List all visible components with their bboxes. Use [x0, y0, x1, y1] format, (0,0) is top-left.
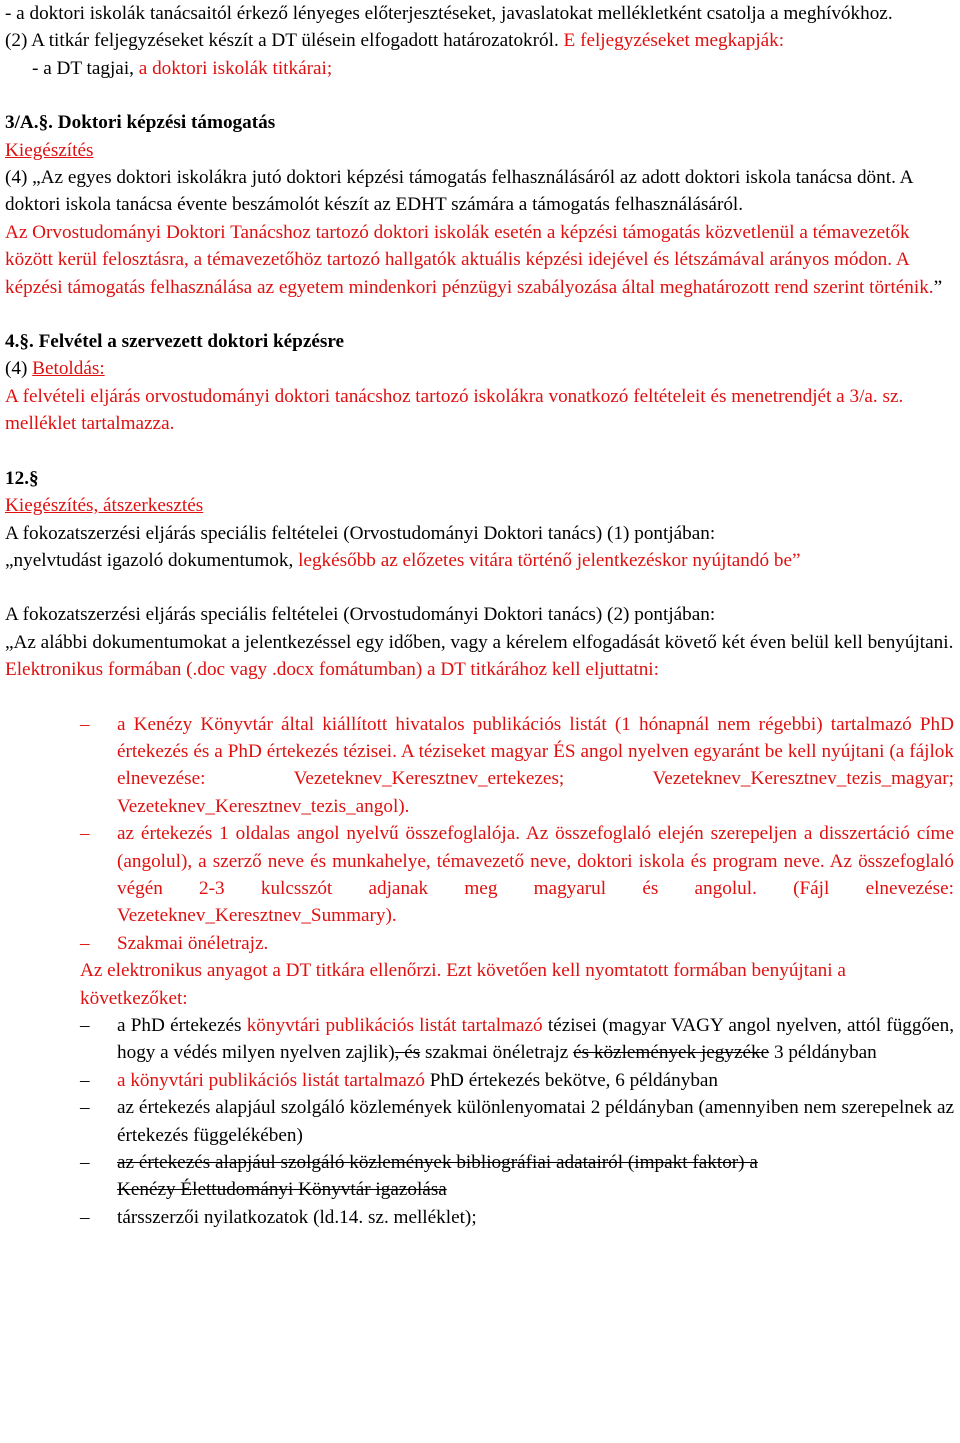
paragraph-attachments: - a doktori iskolák tanácsaitól érkező lényeges előterjesztéseket, javaslatokat mellékletként csatolja a meghívókhoz.: [5, 3, 893, 24]
list-item-deleted: – az értekezés alapjául szolgáló közlemények bibliográfiai adatairól (impakt faktor) a Kenézy Élettudományi Könyvtár igazolása: [5, 1149, 954, 1204]
printed-documents-list: [5, 1012, 954, 1231]
paragraph-conditions-2: A fokozatszerzési eljárás speciális feltételei (Orvostudományi Doktori tanács) (2) pontjában:: [5, 604, 716, 626]
text-black: (2) A titkár feljegyzéseket készít a DT ülésein elfogadott határozatokról.: [5, 30, 559, 52]
inserted-text: legkésőbb az előzetes vitára történő jelentkezéskor nyújtandó be”: [293, 549, 801, 571]
dash-item-recipients: [5, 55, 954, 82]
list-item: – az értekezés 1 oldalas angol nyelvű összefoglalója. Az összefoglaló elején szerepeljen a disszertáció címe (angolul), a szerző neve és munkahelye, témavezető neve, doktori iskola és program neve. Az összefoglaló végén 2-3 kulcsszót adjanak meg magyarul és angolul. (Fájl elnevezése: Vezeteknev_Keresztnev_Summary).: [5, 820, 954, 930]
paragraph-number: (4): [5, 358, 33, 380]
section-heading-3a: 3/A.§. Doktori képzési támogatás: [5, 112, 276, 134]
list-item: – Szakmai önéletrajz.: [5, 930, 954, 957]
paragraph-medical-council: [5, 219, 954, 301]
section-heading-12: 12.§: [5, 467, 39, 489]
dash-marker: -: [32, 57, 44, 79]
paragraph-support-4: (4) „Az egyes doktori iskolákra jutó doktori képzési támogatás felhasználásáról az adott doktori iskola tanácsa dönt. A doktori iskola tanácsa évente beszámolót készít az EDHT számára a támogatás felhasználásáról.: [5, 167, 913, 216]
list-item: – társszerzői nyilatkozatok (ld.14. sz. melléklet);: [5, 1204, 954, 1231]
paragraph-conditions-1: A fokozatszerzési eljárás speciális feltételei (Orvostudományi Doktori tanács) (1) pontjában:: [5, 522, 716, 544]
spacer: [5, 438, 954, 465]
paragraph-documents: „Az alábbi dokumentumokat a jelentkezéssel egy időben, vagy a kérelem elfogadását követő két éven belül kell benyújtani.: [5, 631, 954, 653]
list-item: – az értekezés alapjául szolgáló közlemények különlenyomatai 2 példányban (amennyiben nem szerepelnek az értekezés függelékében): [5, 1094, 954, 1149]
paragraph-after-electronic: Az elektronikus anyagot a DT titkára ellenőrzi. Ezt követően kell nyomtatott formában benyújtani a következőket:: [80, 960, 846, 1009]
paragraph-language-docs: [5, 547, 954, 574]
amendment-label: Kiegészítés: [5, 139, 94, 161]
paragraph-secretary-notes: [5, 27, 954, 54]
insertion-label: Betoldás:: [32, 358, 105, 380]
section-heading-4: 4.§. Felvétel a szervezett doktori képzésre: [5, 331, 345, 353]
list-item: – a PhD értekezés könyvtári publikációs listát tartalmazó tézisei (magyar VAGY angol nyelven, attól függően, hogy a védés milyen nyelven zajlik), és szakmai önéletrajz és közlemények jegyzéke 3 példányban: [5, 1012, 954, 1067]
spacer: [5, 574, 954, 601]
inserted-text: a könyvtári publikációs listát tartalmazó: [117, 1069, 425, 1091]
spacer: [5, 301, 954, 328]
spacer: [5, 82, 954, 109]
inserted-text: a doktori iskolák titkárai;: [133, 57, 333, 79]
inserted-text: könyvtári publikációs listát tartalmazó: [246, 1015, 543, 1036]
list-item: – a könyvtári publikációs listát tartalmazó PhD értekezés bekötve, 6 példányban: [5, 1067, 954, 1094]
paragraph-electronic: Elektronikus formában (.doc vagy .docx fomátumban) a DT titkárához kell eljuttatni:: [5, 659, 659, 681]
text-black: a DT tagjai,: [43, 57, 134, 79]
electronic-documents-list: [5, 711, 954, 958]
closing-quote: ”: [933, 276, 943, 298]
insertion-label-line: [5, 355, 954, 382]
amendment-label: Kiegészítés, átszerkesztés: [5, 495, 204, 517]
inserted-text: E feljegyzéseket megkapják:: [558, 30, 785, 52]
spacer: [5, 684, 954, 711]
deleted-text: , és: [394, 1042, 421, 1064]
text-black: „nyelvtudást igazoló dokumentumok,: [5, 549, 294, 571]
list-item: – a Kenézy Könyvtár által kiállított hivatalos publikációs listát (1 hónapnál nem régebbi) tartalmazó PhD értekezés és a PhD értekezés tézisei. A téziseket magyar ÉS angol nyelven egyaránt be kell nyújtani (a fájlok elnevezése: Vezeteknev_Keresztnev_ertekezes; Vezeteknev_Keresztnev_tezis_magyar; Vezeteknev_Keresztnev_tezis_angol).: [5, 711, 954, 821]
inserted-text: Az Orvostudományi Doktori Tanácshoz tartozó doktori iskolák esetén a képzési támogatás közvetlenül a témavezetők között kerül felosztásra, a témavezetőhöz tartozó hallgatók aktuális képzési idejével és létszámával arányos módon. A képzési támogatás felhasználása az egyetem mindenkori pénzügyi szabályozása által meghatározott rend szerint történik.: [5, 221, 934, 298]
deleted-text: és közlemények jegyzéke: [573, 1042, 770, 1064]
paragraph-admission: A felvételi eljárás orvostudományi doktori tanácshoz tartozó iskolákra vonatkozó feltételeit és menetrendjét a 3/a. sz. melléklet tartalmazza.: [5, 385, 904, 435]
